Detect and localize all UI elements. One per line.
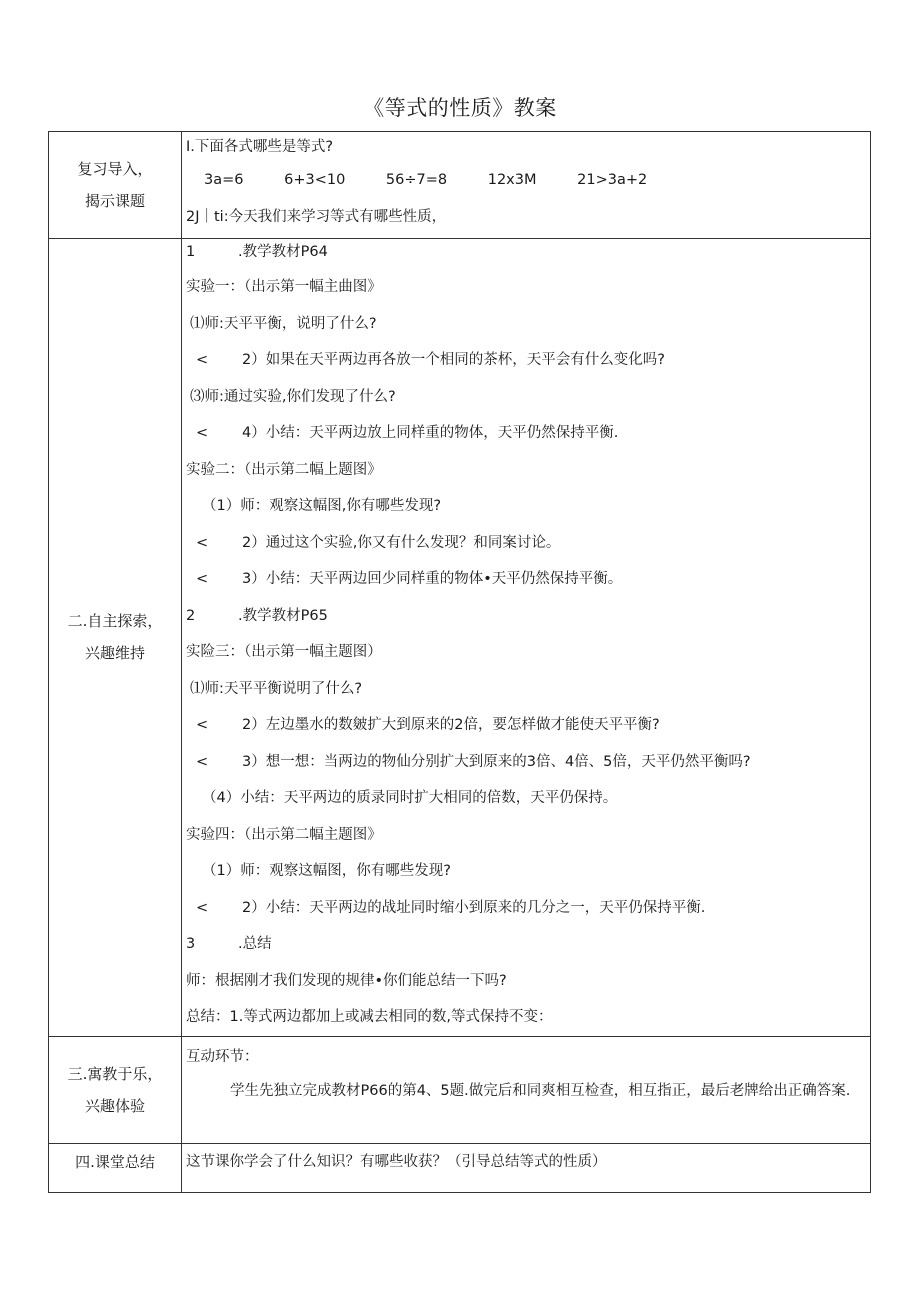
section-content-explore [182,239,871,1037]
section-row-explore [49,239,871,1037]
section-label-line: 兴趣体验 [84,1096,145,1115]
step-mark: < [196,571,209,587]
lesson-plan-table [48,131,871,1193]
part-number: 1 [186,244,196,260]
step-text: 2）如果在天平两边再各放一个相同的茶杯，天平会有什么变化吗? [242,352,665,368]
activity-paragraph: 学生先独立完成教材P66的第4、5题.做完后和同爽相互检查，相互指正，最后老牌给出正确答案. [230,1082,851,1099]
experiment-step: ⑴师:天平平衡说明了什么? [190,680,363,697]
experiment-step [182,707,870,744]
expression: 6+3<10 [284,172,346,188]
experiment-title: 实验四：（出示第二幅主题图》 [186,826,382,843]
section-label-explore [49,239,182,1037]
step-text: 2）小结：天平两边的战址同时缩小到原来的几分之一，天平仍保持平衡. [242,899,706,916]
section-label-line: 复习导入， [77,160,153,178]
part-title: .总结 [238,936,272,952]
step-text: 4）小结：天平两边放上同样重的物体，天平仍然保持平衡. [242,425,619,441]
section-row-summary [49,1143,871,1192]
step-mark: < [196,352,209,368]
expression: 21>3a+2 [577,172,648,188]
part-title: .教学教材P65 [238,607,328,624]
section-content-summary [182,1143,871,1192]
step-text: 2）左边墨水的数皴扩大到原来的2倍，要怎样做才能使天平平衡? [242,717,660,733]
experiment-step [182,561,870,598]
experiment-title: 实险三：（出示第一幅主题图） [186,644,382,660]
experiment-step: ⑴师:天平平衡，说明了什么? [190,315,377,332]
step-text: 2）通过这个实验,你又有什么发现？和同案讨论。 [242,534,561,551]
step-text: 3）想一想：当两边的物仙分别扩大到原来的3倍、4倍、5倍，天平仍然平衡吗? [242,753,751,770]
experiment-step: ⑶师:通过实验,你们发现了什么? [190,388,396,405]
expression: 56÷7=8 [385,172,448,188]
step-mark: < [196,717,209,733]
section-row-fun [49,1036,871,1143]
part-title: .教学教材P64 [238,244,328,260]
part-number: 3 [186,936,196,952]
step-mark: < [196,899,209,916]
expression-list [182,162,870,198]
summary-line: 这节课你学会了什么知识？有哪些收获？（引导总结等式的性质） [186,1153,607,1170]
activity-heading: 互动环节： [186,1048,259,1065]
experiment-step [182,525,870,562]
experiment-title: 实验二：（出示第二幅上题图》 [186,461,382,478]
experiment-title: 实验一：（出示第一幅主曲图》 [186,279,382,295]
step-text: 3）小结：天平两边回少同样重的物体•天平仍然保持平衡。 [242,571,623,587]
experiment-step: （1）师：观察这幅图，你有哪些发现? [202,863,451,879]
part-number: 2 [186,607,196,624]
section-label-review [49,132,182,239]
section-content-fun [182,1036,871,1143]
document-title: 《等式的性质》教案 [363,96,557,120]
part-heading [182,926,870,963]
question-line: I.下面各式哪些是等式? [186,139,334,155]
expression: 12x3M [487,172,537,188]
experiment-step [182,415,870,452]
section-label-line: 三.寓教于乐， [67,1064,163,1083]
section-label-line: 二.自主探索， [67,612,163,631]
summary-question: 师：根据刚才我们发现的规律•你们能总结一下吗? [186,972,507,989]
section-label-line: 四.课堂总结 [75,1152,155,1171]
experiment-step [182,890,870,927]
experiment-step [182,342,870,379]
intro-line: 2J｜ti:今天我们来学习等式有哪些性质， [186,209,447,225]
section-label-fun [49,1036,182,1143]
section-content-review [182,132,871,239]
section-row-review [49,132,871,239]
experiment-step: （1）师：观察这幅图,你有哪些发现? [202,498,442,514]
part-heading [182,239,870,269]
section-label-summary [49,1143,182,1192]
experiment-step: （4）小结：天平两边的质录同时扩大相同的倍数，天平仍保持。 [202,790,618,806]
summary-answer: 总结：1.等式两边都加上或减去相同的数,等式保持不变： [186,1009,553,1025]
expression: 3a=6 [204,172,244,188]
step-mark: < [196,425,209,441]
section-label-line: 兴趣维持 [84,644,145,663]
experiment-step [182,744,870,781]
step-mark: < [196,753,209,770]
step-mark: < [196,534,209,551]
section-label-line: 揭示课题 [84,192,145,210]
part-heading [182,598,870,635]
